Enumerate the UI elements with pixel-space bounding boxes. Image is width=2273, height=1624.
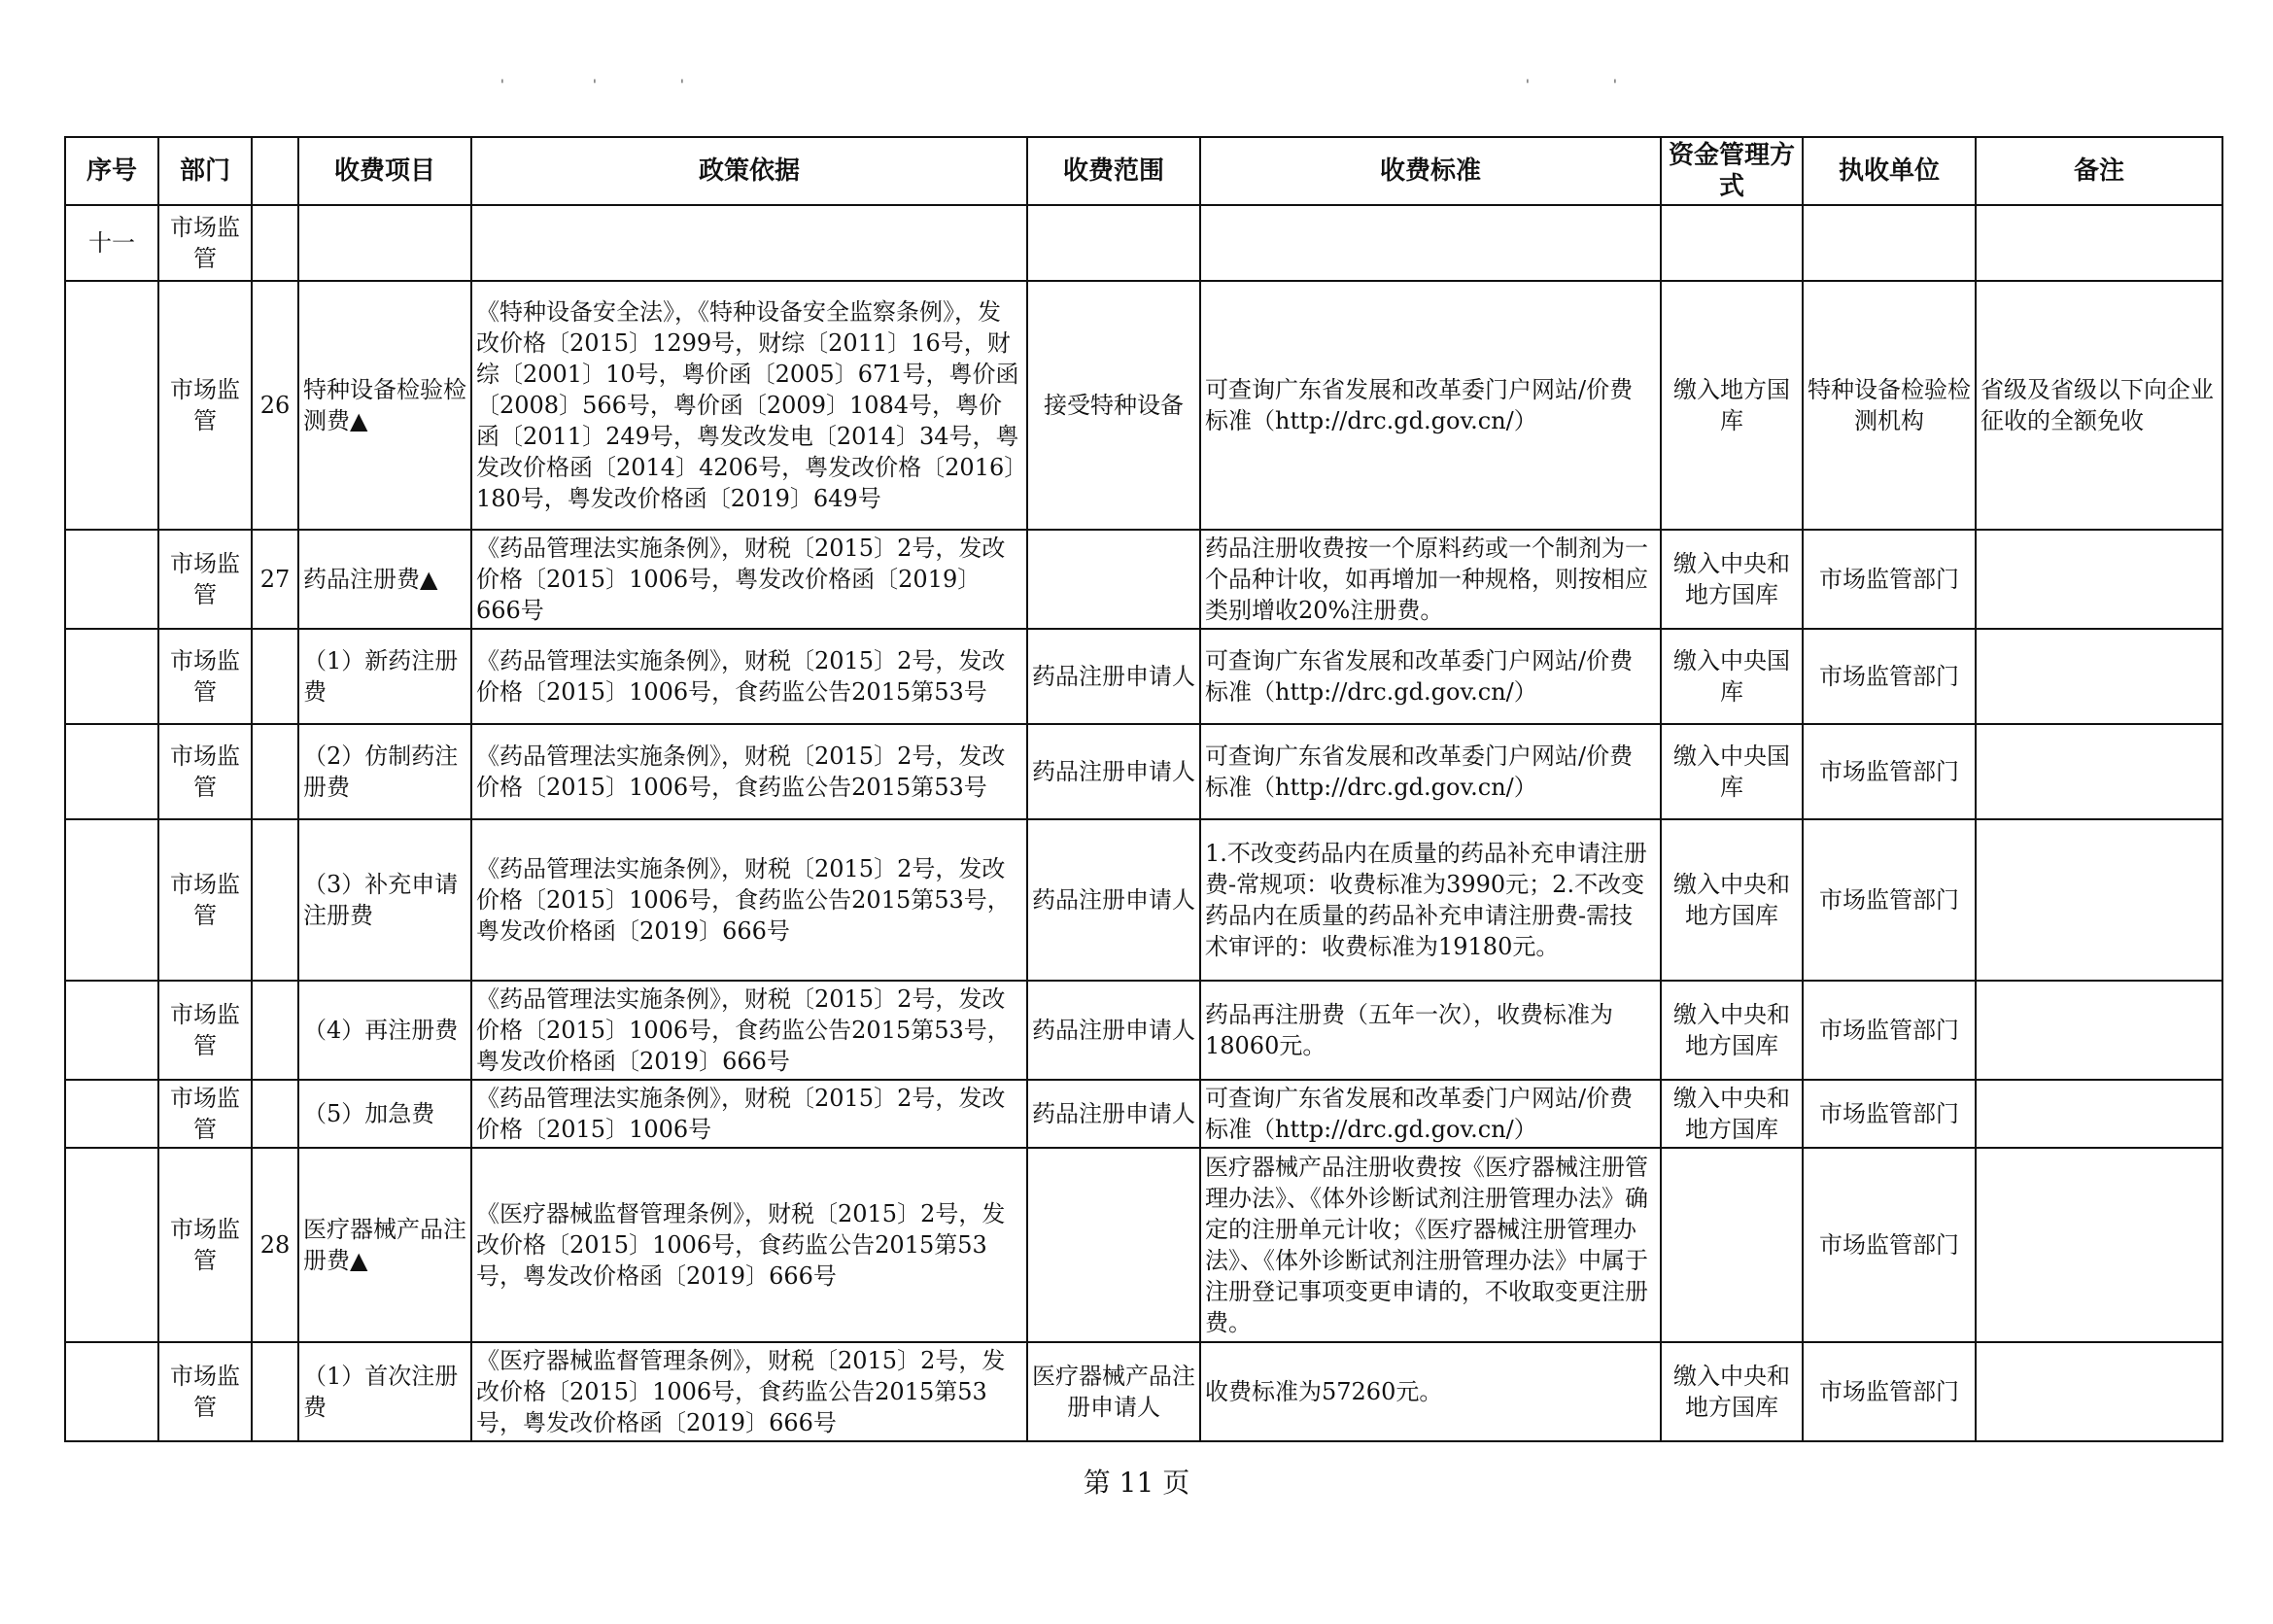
row-unit: 市场监管部门: [1803, 981, 1976, 1080]
row-num: 28: [252, 1148, 298, 1342]
row-unit: 市场监管部门: [1803, 1148, 1976, 1342]
header-scope: 收费范围: [1027, 137, 1200, 205]
row-num: 26: [252, 281, 298, 530]
row-item: （2）仿制药注册费: [298, 724, 471, 819]
row-unit: 市场监管部门: [1803, 629, 1976, 724]
row-note: 省级及省级以下向企业征收的全额免收: [1976, 281, 2222, 530]
row-basis: 《药品管理法实施条例》，财税〔2015〕2号，发改价格〔2015〕1006号: [471, 1080, 1027, 1148]
row-scope: [1027, 530, 1200, 629]
row-standard: 药品注册收费按一个原料药或一个制剂为一个品种计收，如再增加一种规格，则按相应类别增收20%注册费。: [1200, 530, 1661, 629]
row-dept: 市场监管: [158, 1342, 252, 1441]
row-scope: 药品注册申请人: [1027, 819, 1200, 981]
header-unit: 执收单位: [1803, 137, 1976, 205]
table-row: [65, 724, 2222, 819]
row-funds: 缴入中央和地方国库: [1661, 819, 1803, 981]
page-number: 第 11 页: [1083, 1467, 1190, 1499]
row-dept: 市场监管: [158, 1080, 252, 1148]
row-unit: 市场监管部门: [1803, 819, 1976, 981]
table-header-row: [65, 137, 2222, 205]
row-item: 特种设备检验检测费▲: [298, 281, 471, 530]
row-dept: 市场监管: [158, 724, 252, 819]
row-standard: 医疗器械产品注册收费按《医疗器械注册管理办法》、《体外诊断试剂注册管理办法》确定的注册单元计收；《医疗器械注册管理办法》、《体外诊断试剂注册管理办法》中属于注册登记事项变更申请的，不收取变更注册费。: [1200, 1148, 1661, 1342]
row-dept: 市场监管: [158, 281, 252, 530]
row-dept: 市场监管: [158, 1148, 252, 1342]
row-dept: 市场监管: [158, 819, 252, 981]
row-standard: 可查询广东省发展和改革委门户网站/价费标准（http://drc.gd.gov.cn/）: [1200, 1080, 1661, 1148]
row-note: [1976, 1342, 2222, 1441]
row-standard: 药品再注册费（五年一次），收费标准为18060元。: [1200, 981, 1661, 1080]
row-funds: 缴入中央和地方国库: [1661, 1342, 1803, 1441]
header-no: 序号: [65, 137, 158, 205]
row-unit: 市场监管部门: [1803, 724, 1976, 819]
header-note: 备注: [1976, 137, 2222, 205]
header-funds: 资金管理方式: [1661, 137, 1803, 205]
row-basis: 《药品管理法实施条例》，财税〔2015〕2号，发改价格〔2015〕1006号，食药监公告2015第53号: [471, 629, 1027, 724]
header-basis: 政策依据: [471, 137, 1027, 205]
row-scope: 药品注册申请人: [1027, 724, 1200, 819]
row-funds: 缴入中央和地方国库: [1661, 1080, 1803, 1148]
row-funds: 缴入中央和地方国库: [1661, 981, 1803, 1080]
row-num: [252, 629, 298, 724]
row-num: 27: [252, 530, 298, 629]
row-item: 医疗器械产品注册费▲: [298, 1148, 471, 1342]
row-standard: 收费标准为57260元。: [1200, 1342, 1661, 1441]
header-standard: 收费标准: [1200, 137, 1661, 205]
row-scope: 医疗器械产品注册申请人: [1027, 1342, 1200, 1441]
row-item: 药品注册费▲: [298, 530, 471, 629]
row-item: （4）再注册费: [298, 981, 471, 1080]
row-basis: 《药品管理法实施条例》，财税〔2015〕2号，发改价格〔2015〕1006号，食药监公告2015第53号，粤发改价格函〔2019〕666号: [471, 981, 1027, 1080]
row-unit: 特种设备检验检测机构: [1803, 281, 1976, 530]
row-num: [252, 981, 298, 1080]
row-funds: 缴入中央国库: [1661, 629, 1803, 724]
table-row: [65, 530, 2222, 629]
section-row: [65, 205, 2222, 281]
row-note: [1976, 1080, 2222, 1148]
row-basis: 《药品管理法实施条例》，财税〔2015〕2号，发改价格〔2015〕1006号，食药监公告2015第53号: [471, 724, 1027, 819]
row-item: （1）新药注册费: [298, 629, 471, 724]
row-basis: 《特种设备安全法》，《特种设备安全监察条例》，发改价格〔2015〕1299号，财综〔2011〕16号，财综〔2001〕10号，粤价函〔2005〕671号，粤价函〔2008〕566号，粤价函〔2009〕1084号，粤价函〔2011〕249号，粤发改发电〔2014〕34号，粤发改价格函〔2014〕4206号，粤发改价格〔2016〕180号，粤发改价格函〔2019〕649号: [471, 281, 1027, 530]
table-row: [65, 1342, 2222, 1441]
scan-artifacts: ' ' ' ' ': [500, 78, 1617, 93]
header-num: [252, 137, 298, 205]
row-note: [1976, 819, 2222, 981]
row-standard: 可查询广东省发展和改革委门户网站/价费标准（http://drc.gd.gov.cn/）: [1200, 281, 1661, 530]
row-num: [252, 724, 298, 819]
row-scope: 药品注册申请人: [1027, 629, 1200, 724]
table-row: [65, 1080, 2222, 1148]
row-standard: 1.不改变药品内在质量的药品补充申请注册费-常规项：收费标准为3990元；2.不改变药品内在质量的药品补充申请注册费-需技术审评的：收费标准为19180元。: [1200, 819, 1661, 981]
header-item: 收费项目: [298, 137, 471, 205]
row-unit: 市场监管部门: [1803, 1342, 1976, 1441]
row-unit: 市场监管部门: [1803, 1080, 1976, 1148]
row-funds: [1661, 1148, 1803, 1342]
section-dept: 市场监管: [158, 205, 252, 281]
row-item: （3）补充申请注册费: [298, 819, 471, 981]
row-basis: 《医疗器械监督管理条例》，财税〔2015〕2号，发改价格〔2015〕1006号，食药监公告2015第53号，粤发改价格函〔2019〕666号: [471, 1148, 1027, 1342]
section-no: 十一: [65, 205, 158, 281]
row-item: （1）首次注册费: [298, 1342, 471, 1441]
row-basis: 《医疗器械监督管理条例》，财税〔2015〕2号，发改价格〔2015〕1006号，食药监公告2015第53号，粤发改价格函〔2019〕666号: [471, 1342, 1027, 1441]
row-basis: 《药品管理法实施条例》，财税〔2015〕2号，发改价格〔2015〕1006号，食药监公告2015第53号，粤发改价格函〔2019〕666号: [471, 819, 1027, 981]
row-funds: 缴入中央和地方国库: [1661, 530, 1803, 629]
row-note: [1976, 981, 2222, 1080]
row-unit: 市场监管部门: [1803, 530, 1976, 629]
table-row: [65, 981, 2222, 1080]
row-scope: 药品注册申请人: [1027, 1080, 1200, 1148]
table-row: [65, 629, 2222, 724]
fee-table: [64, 136, 2223, 1442]
row-scope: [1027, 1148, 1200, 1342]
table-row: [65, 819, 2222, 981]
row-basis: 《药品管理法实施条例》，财税〔2015〕2号，发改价格〔2015〕1006号，粤发改价格函〔2019〕666号: [471, 530, 1027, 629]
table-row: [65, 1148, 2222, 1342]
row-standard: 可查询广东省发展和改革委门户网站/价费标准（http://drc.gd.gov.cn/）: [1200, 724, 1661, 819]
row-dept: 市场监管: [158, 530, 252, 629]
row-note: [1976, 530, 2222, 629]
row-standard: 可查询广东省发展和改革委门户网站/价费标准（http://drc.gd.gov.cn/）: [1200, 629, 1661, 724]
row-dept: 市场监管: [158, 629, 252, 724]
row-note: [1976, 1148, 2222, 1342]
row-num: [252, 819, 298, 981]
row-scope: 药品注册申请人: [1027, 981, 1200, 1080]
row-funds: 缴入中央国库: [1661, 724, 1803, 819]
row-dept: 市场监管: [158, 981, 252, 1080]
row-num: [252, 1342, 298, 1441]
row-note: [1976, 629, 2222, 724]
table-row: [65, 281, 2222, 530]
row-note: [1976, 724, 2222, 819]
row-item: （5）加急费: [298, 1080, 471, 1148]
row-num: [252, 1080, 298, 1148]
row-scope: 接受特种设备: [1027, 281, 1200, 530]
row-funds: 缴入地方国库: [1661, 281, 1803, 530]
header-dept: 部门: [158, 137, 252, 205]
